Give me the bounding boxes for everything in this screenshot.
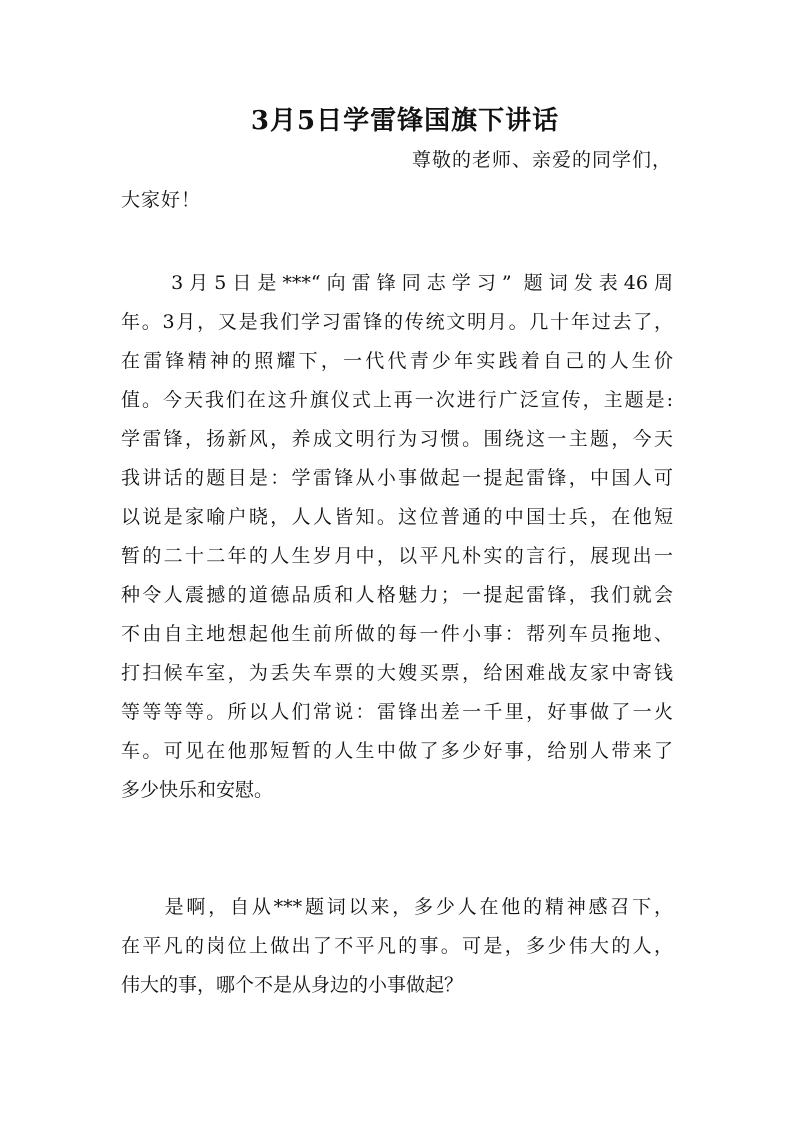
paragraph-line: 等等等等。所以人们常说：雷锋出差一千里，好事做了一火 bbox=[121, 701, 673, 723]
paragraph-line: 暂的二十二年的人生岁月中，以平凡朴实的言行，展现出一 bbox=[121, 545, 673, 567]
paragraph-line: 在雷锋精神的照耀下，一代代青少年实践着自己的人生价 bbox=[121, 350, 673, 372]
paragraph-line: 打扫候车室，为丢失车票的大嫂买票，给困难战友家中寄钱 bbox=[121, 662, 673, 684]
paragraph-line: 学雷锋，扬新风，养成文明行为习惯。围绕这一主题，今天 bbox=[121, 428, 673, 450]
paragraph-line: 在平凡的岗位上做出了不平凡的事。可是，多少伟大的人， bbox=[121, 935, 673, 957]
paragraph-line: 车。可见在他那短暂的人生中做了多少好事，给别人带来了 bbox=[121, 740, 673, 762]
greeting: 大家好！ bbox=[121, 189, 202, 211]
paragraph-line: 我讲话的题目是：学雷锋从小事做起一提起雷锋，中国人可 bbox=[121, 467, 673, 489]
paragraph-line: 种令人震撼的道德品质和人格魅力；一提起雷锋，我们就会 bbox=[121, 584, 673, 606]
paragraph-line: 不由自主地想起他生前所做的每一件小事：帮列车员拖地、 bbox=[121, 623, 673, 645]
document-title: 3月5日学雷锋国旗下讲话 bbox=[250, 106, 560, 136]
paragraph-line: 多少快乐和安慰。 bbox=[121, 779, 274, 801]
salutation: 尊敬的老师、亲爱的同学们， bbox=[411, 149, 672, 171]
paragraph-line: 伟大的事，哪个不是从身边的小事做起？ bbox=[121, 974, 464, 996]
paragraph-line: 是啊，自从***题词以来，多少人在他的精神感召下， bbox=[121, 896, 673, 918]
paragraph-line: 以说是家喻户晓，人人皆知。这位普通的中国士兵，在他短 bbox=[121, 506, 673, 528]
paragraph-line: 3月5日是***“向雷锋同志学习” 题词发表46周 bbox=[121, 272, 673, 294]
paragraph-line: 值。今天我们在这升旗仪式上再一次进行广泛宣传，主题是: bbox=[121, 389, 673, 411]
paragraph-line: 年。3月，又是我们学习雷锋的传统文明月。几十年过去了， bbox=[121, 311, 673, 333]
